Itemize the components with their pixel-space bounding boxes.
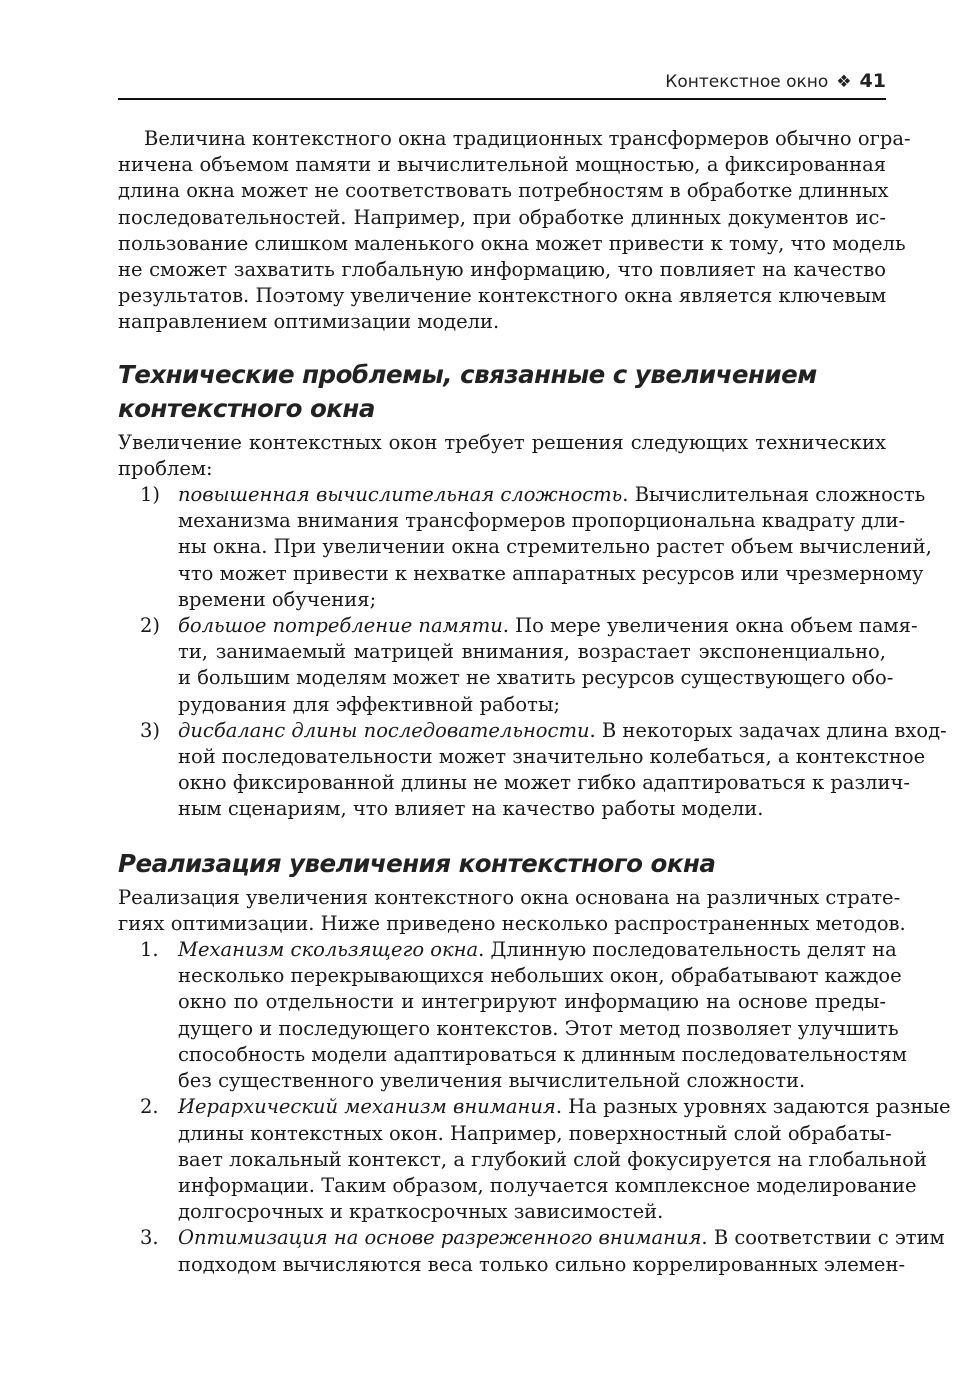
text-line: ны окна. При увеличении окна стремительно растет объем вычислений, [178,535,932,559]
text-line: способность модели адаптироваться к длинным последовательностям [178,1042,907,1066]
section-heading [118,358,886,426]
text-run: . По мере увеличения окна объем памя- [502,614,918,638]
item-lead-term: Оптимизация на основе разреженного внимания [178,1226,702,1250]
text-line: Увеличение контекстных окон требует решения следующих технических [118,430,886,454]
list-marker: 2) [140,614,161,638]
text-line: длина окна может не соответствовать потребностям в обработке длинных [118,179,889,203]
text-line: времени обучения; [178,587,377,611]
list-item [118,482,932,613]
text-line: Величина контекстного окна традиционных трансформеров обычно огра- [144,127,911,150]
section-intro [118,885,906,937]
list-marker: 2. [140,1095,159,1119]
text-line: последовательностей. Например, при обработке длинных документов ис- [118,205,886,229]
ornament-icon: ❖ [836,72,852,92]
text-line: что может привести к нехватке аппаратных ресурсов или чрезмерному [178,561,924,585]
text-line [178,718,947,744]
text-line: информации. Таким образом, получается комплексное моделирование [178,1173,917,1197]
header-title: Контекстное окно [665,72,829,92]
page-number: 41 [859,70,886,92]
item-lead-term: Механизм скользящего окна [178,938,479,962]
text-line: окно фиксированной длины не может гибко адаптироваться к различ- [178,771,910,795]
text-line: Реализация увеличения контекстного окна основана на различных страте- [118,885,901,909]
text-line [178,1094,951,1120]
text-line: длины контекстных окон. Например, поверхностный слой обрабаты- [178,1121,892,1145]
list-item [118,1225,945,1277]
text-run: . В соответствии с этим [701,1226,945,1250]
heading-line: Реализация увеличения контекстного окна [118,848,716,878]
text-line: рудования для эффективной работы; [178,692,561,716]
paragraph [118,126,911,336]
page-body [118,126,951,1278]
text-line: вает локальный контекст, а глубокий слой фокусируется на глобальной [178,1147,927,1171]
list-marker: 3. [140,1226,159,1250]
heading-line: контекстного окна [118,393,375,423]
text-run: . Длинную последовательность делят на [478,938,897,962]
text-line: гиях оптимизации. Ниже приведено несколько распространенных методов. [118,911,906,935]
text-line: ничена объемом памяти и вычислительной мощностью, а фиксированная [118,153,886,177]
text-line: без существенного увеличения вычислительной сложности. [178,1069,806,1093]
section-heading [118,847,886,881]
text-line [178,613,918,639]
item-lead-term: большое потребление памяти [178,614,503,638]
item-lead-term: повышенная вычислительная сложность [178,483,623,507]
text-line: подходом вычисляются веса только сильно коррелированных элемен- [178,1252,906,1276]
text-line [178,1225,945,1251]
list-marker: 1. [140,938,159,962]
text-line: механизма внимания трансформеров пропорциональна квадрату дли- [178,509,906,533]
list-item [118,1094,951,1225]
list-marker: 3) [140,718,161,742]
list-item [118,718,947,823]
text-line: дущего и последующего контекстов. Этот метод позволяет улучшить [178,1016,899,1040]
text-line: ти, занимаемый матрицей внимания, возрастает экспоненциально, [178,640,886,664]
text-line [178,482,926,508]
list-item [118,613,918,718]
text-line: несколько перекрывающихся небольших окон, обрабатывают каждое [178,964,902,988]
text-line: результатов. Поэтому увеличение контекстного окна является ключевым [118,284,887,308]
text-line: проблем: [118,456,213,480]
list-item [118,937,907,1094]
text-line: не сможет захватить глобальную информацию, что повлияет на качество [118,258,886,282]
text-line: ной последовательности может значительно колебаться, а контекстное [178,745,926,769]
text-run: . В некоторых задачах длина вход- [589,718,947,742]
item-lead-term: Иерархический механизм внимания [178,1095,556,1119]
section-intro [118,430,886,482]
text-line [178,937,897,963]
text-line: окно по отдельности и интегрируют информацию на основе преды- [178,990,886,1014]
text-line: пользование слишком маленького окна может привести к тому, что модель [118,231,906,255]
text-run: . На разных уровнях задаются разные [555,1095,951,1119]
text-line: ным сценариям, что влияет на качество работы модели. [178,797,764,821]
item-lead-term: дисбаланс длины последовательности [178,718,590,742]
heading-line: Технические проблемы, связанные с увеличением [118,359,817,389]
text-line: долгосрочных и краткосрочных зависимостей. [178,1200,664,1224]
text-line: и большим моделям может не хватить ресурсов существующего обо- [178,666,894,690]
list-marker: 1) [140,483,161,507]
text-line: направлением оптимизации модели. [118,310,500,334]
text-run: . Вычислительная сложность [622,483,926,507]
running-header [118,70,886,100]
